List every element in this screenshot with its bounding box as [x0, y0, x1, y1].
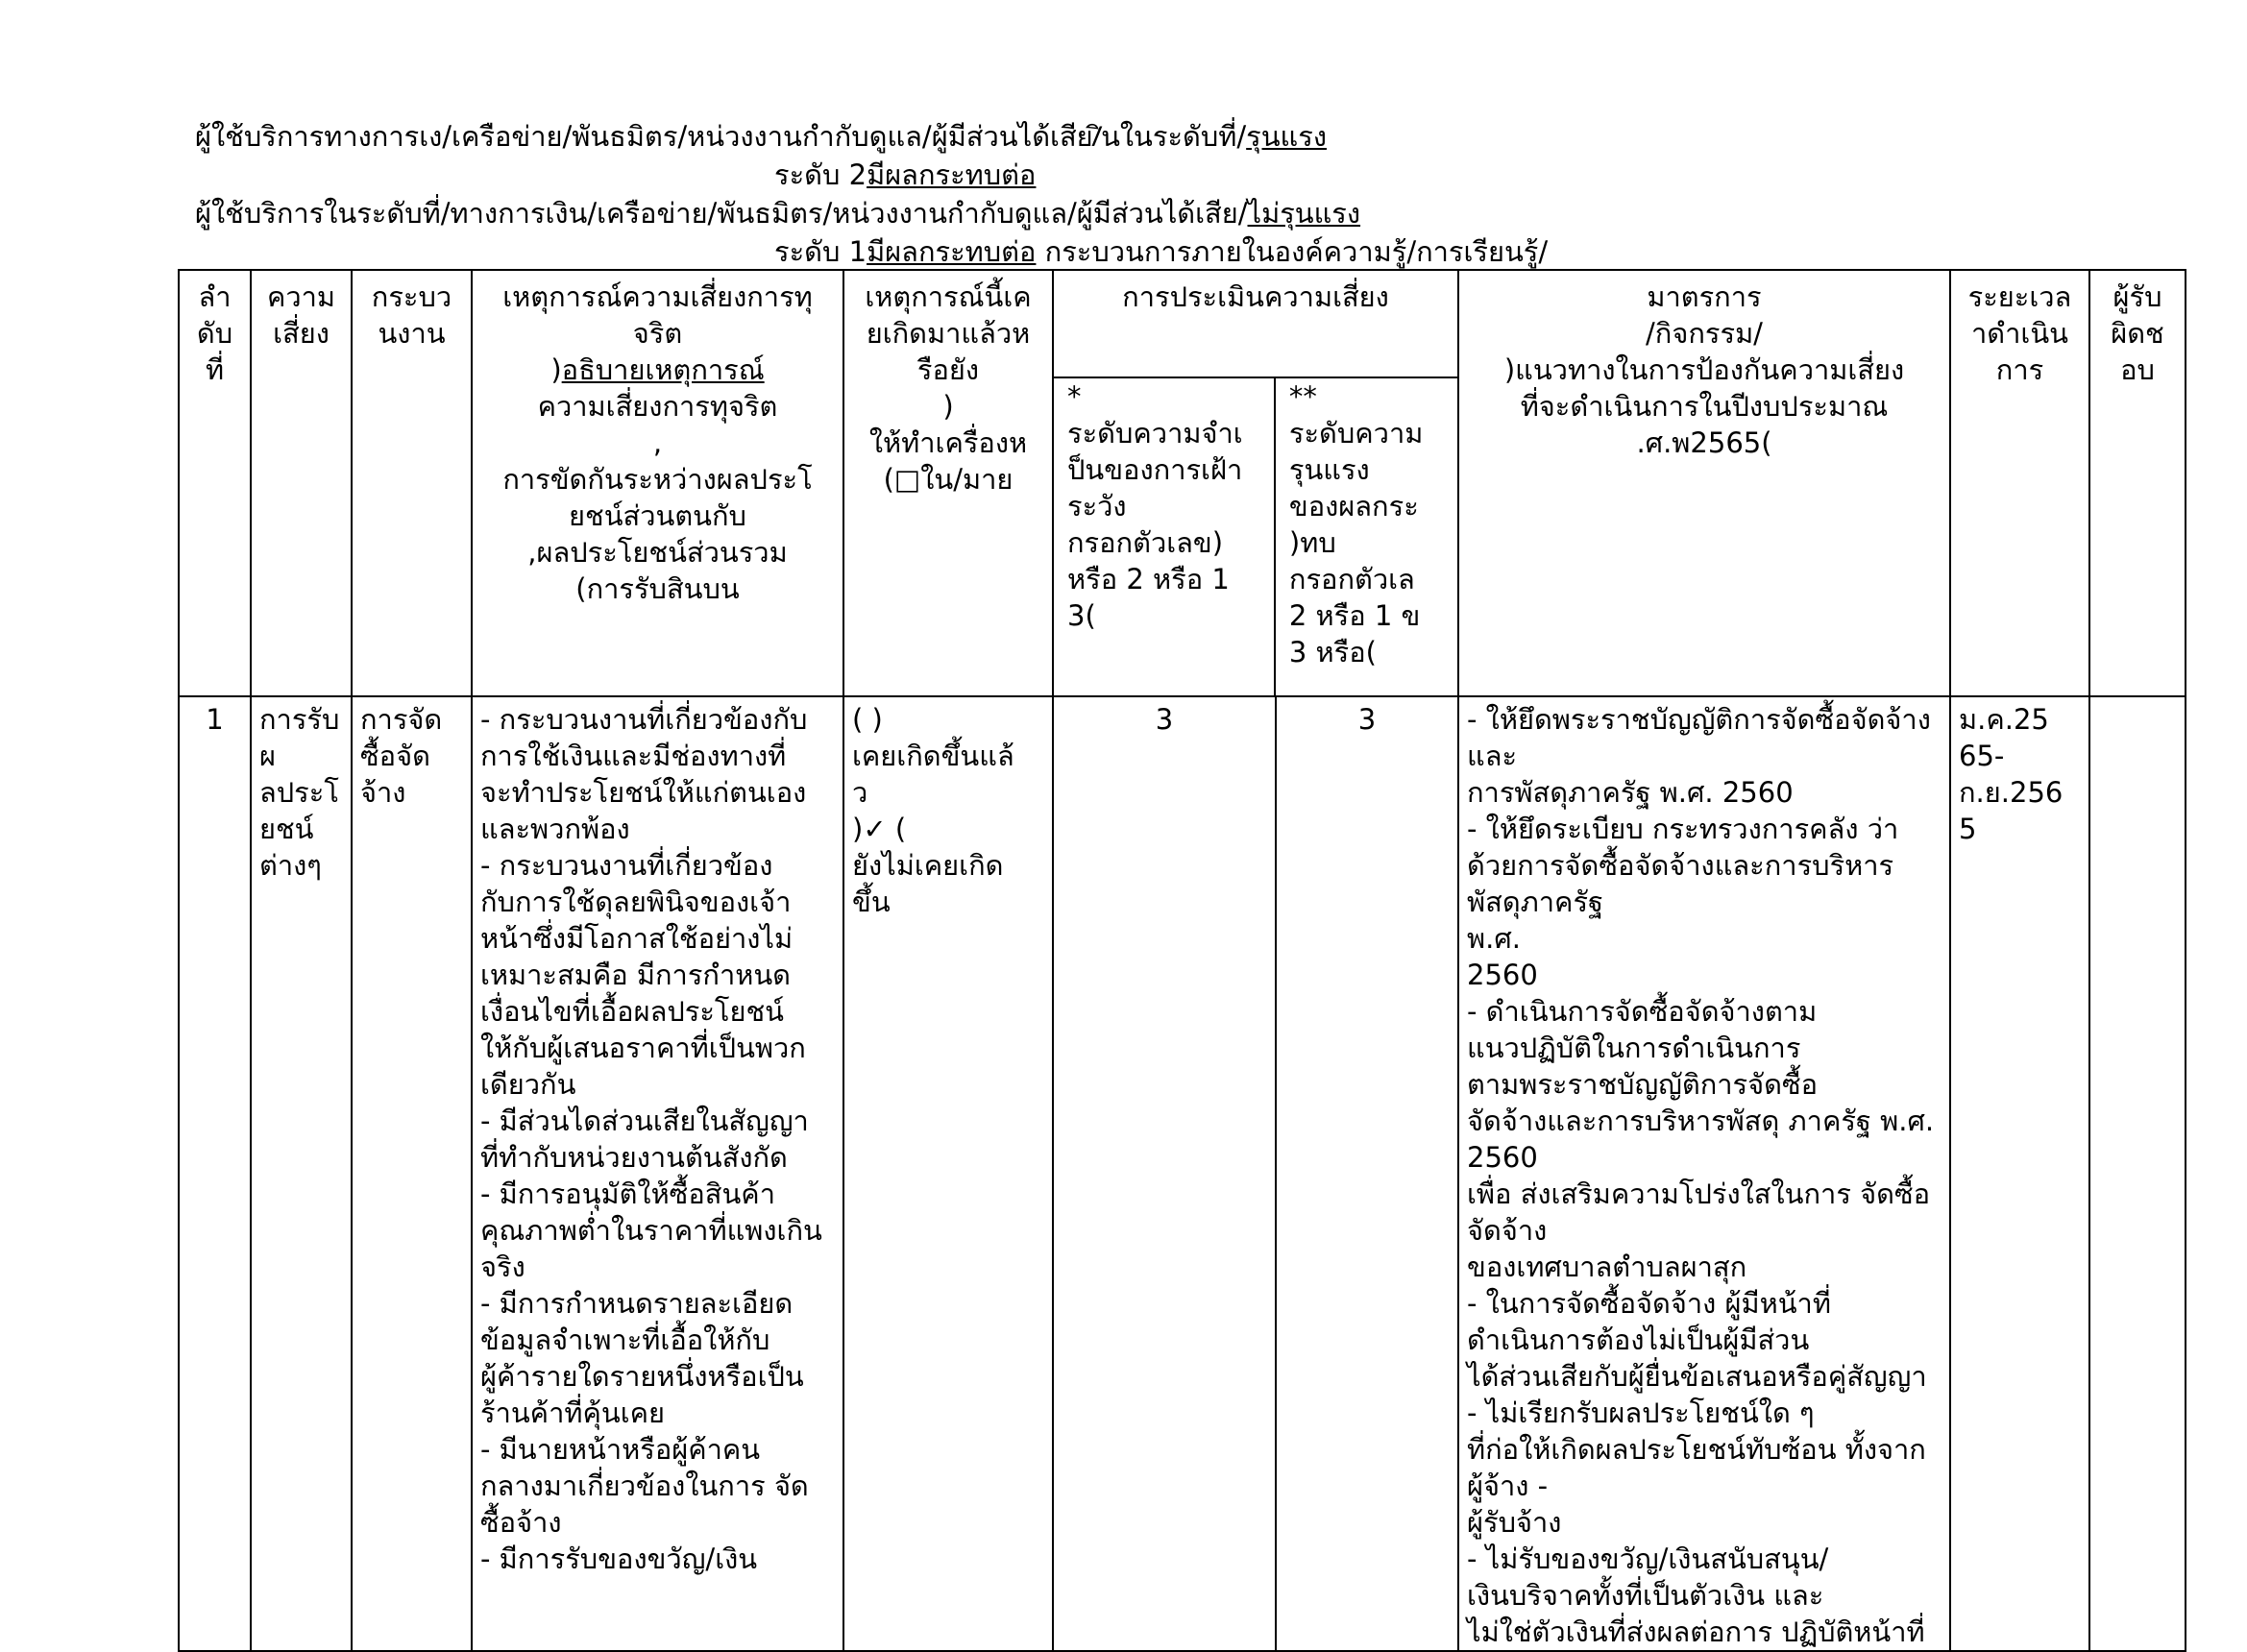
row-level: 3	[1053, 696, 1276, 1651]
col-assessment-header	[1053, 270, 1458, 696]
row-owner	[2089, 696, 2186, 1651]
header-line-4	[774, 234, 1548, 269]
col-event-header-line: การขัดกันระหว่างผลประโ	[502, 463, 813, 496]
header-line-3	[195, 196, 1360, 231]
col-occurred-header-line: เหตุการณ์นี้เค	[865, 280, 1032, 313]
col-measures-header-line: /กิจกรรม/	[1646, 317, 1763, 350]
row-measures-line: การพัสดุภาครัฐ พ.ศ. 2560	[1467, 776, 1794, 809]
row-event-line: ผู้ค้ารายใดรายหนึ่งหรือเป็น	[480, 1360, 804, 1393]
row-event	[472, 696, 843, 1651]
col-event-header-line: จริต	[632, 317, 683, 350]
col-measures-header-line: )แนวทางในการป้องกันความเสี่ยง	[1503, 353, 1905, 386]
col-assessment-title: การประเมินความเสี่ยง	[1054, 271, 1457, 378]
col-event-header-line: ความเสี่ยงการทุจริต	[537, 390, 778, 423]
row-measures-line: พ.ศ.	[1467, 922, 1521, 955]
row-measures-line: เงินบริจาคทั้งที่เป็นตัวเงิน และ	[1467, 1579, 1824, 1612]
header-line-2-text: ระดับ 2	[774, 158, 867, 191]
col-owner-header-line: อบ	[2120, 353, 2155, 386]
header-line-4-text: ระดับ 1	[774, 235, 867, 268]
col-process-header	[352, 270, 472, 696]
row-occurred-line: ว	[852, 776, 868, 809]
row-measures-line: ด้วยการจัดซื้อจัดจ้างและการบริหาร พัสดุภาครัฐ	[1467, 849, 1894, 918]
row-event-line: และพวกพ้อง	[480, 813, 630, 845]
row-period-line: ม.ค.25	[1959, 703, 2049, 736]
col-occurred-header-line: )	[942, 390, 954, 423]
col-event-header-line: เหตุการณ์ความเสี่ยงการทุ	[502, 280, 813, 313]
row-measures-line: 2560	[1467, 959, 1538, 991]
row-event-line: ให้กับผู้เสนอราคาที่เป็นพวกเดียวกัน	[480, 1032, 806, 1101]
col-level-header-line: 3(	[1067, 599, 1096, 632]
col-severity-header	[1276, 378, 1457, 695]
row-measures-line: จัดจ้างและการบริหารพัสดุ ภาครัฐ พ.ศ. 2560	[1467, 1105, 1935, 1174]
col-event-header-line: (การรับสินบน	[575, 572, 740, 605]
row-measures-line: - ให้ยึดระเบียบ กระทรวงการคลัง ว่า	[1467, 813, 1899, 845]
col-period-header-line: ระยะเวล	[1967, 280, 2072, 313]
row-event-line: กลางมาเกี่ยวข้องในการ จัดซื้อจ้าง	[480, 1470, 809, 1539]
col-assessment-sub	[1054, 378, 1457, 695]
row-event-line: - กระบวนงานที่เกี่ยวข้องกับ	[480, 703, 808, 736]
row-occurred-line: )✓ (	[852, 813, 907, 845]
row-event-line: ร้านค้าที่คุ้นเคย	[480, 1397, 666, 1429]
col-no-header-line: ดับ	[196, 317, 233, 350]
row-measures-line: ได้ส่วนเสียกับผู้ยื่นข้อเสนอหรือคู่สัญญา	[1467, 1360, 1927, 1393]
row-severity: 3	[1276, 696, 1458, 1651]
row-period-line: 5	[1959, 813, 1977, 845]
col-period-header-line: การ	[1995, 353, 2044, 386]
row-event-line: หน้าซึ่งมีโอกาสใช้อย่างไม่	[480, 922, 794, 955]
row-process	[352, 696, 472, 1651]
row-process-line: ซื้อจัด	[360, 740, 430, 772]
risk-table	[178, 269, 2186, 1652]
col-occurred-header-line: ยเกิดมาแล้วห	[866, 317, 1031, 350]
col-severity-header-line: กรอกตัวเล	[1288, 563, 1415, 595]
row-event-line: คุณภาพต่ำในราคาที่แพงเกินจริง	[480, 1214, 822, 1283]
row-measures-line: แนวปฏิบัติในการดำเนินการ	[1467, 1032, 1801, 1064]
row-event-line: เงื่อนไขที่เอื้อผลประโยชน์	[480, 995, 784, 1028]
header-line-1-underlined: รุนแรง	[1246, 120, 1327, 153]
row-occurred-line: เคยเกิดขึ้นแล้	[852, 740, 1014, 772]
row-risk-line: ต่างๆ	[259, 849, 322, 882]
table-row	[179, 696, 2186, 1651]
row-measures	[1458, 696, 1950, 1651]
row-occurred-line: ( )	[852, 703, 883, 736]
col-event-header	[472, 270, 843, 696]
row-measures-line: ของเทศบาลตำบลผาสุก	[1467, 1251, 1747, 1283]
col-event-header-line: ,ผลประโยชน์ส่วนรวม	[527, 536, 788, 569]
row-event-line: - มีนายหน้าหรือผู้ค้าคน	[480, 1433, 761, 1466]
row-event-line: - มีการกำหนดรายละเอียด	[480, 1287, 794, 1320]
col-occurred-header-line: (□ใน/มาย	[883, 463, 1014, 496]
col-severity-header-line: 2 หรือ 1 ข	[1288, 599, 1421, 632]
col-period-header	[1950, 270, 2089, 696]
col-level-header-line: ระวัง	[1067, 490, 1127, 522]
row-measures-line: - ดำเนินการจัดซื้อจัดจ้างตาม	[1467, 995, 1818, 1028]
col-measures-header-line: .ศ.พ2565(	[1636, 426, 1772, 459]
col-severity-header-line: )ทบ	[1288, 526, 1336, 559]
col-process-header-line: กระบว	[371, 280, 452, 313]
col-occurred-header	[843, 270, 1053, 696]
col-level-header-line: กรอกตัวเลข)	[1067, 526, 1224, 559]
row-measures-line: - ในการจัดซื้อจัดจ้าง ผู้มีหน้าที่	[1467, 1287, 1831, 1320]
col-occurred-header-line: รือยัง	[916, 353, 980, 386]
row-period-line: 65-	[1959, 740, 2005, 772]
col-level-header	[1054, 378, 1276, 695]
col-risk-header-line: ความ	[266, 280, 336, 313]
row-risk-line: การรับผ	[259, 703, 340, 772]
col-severity-header-line: ระดับความ	[1288, 417, 1424, 449]
row-measures-line: ตามพระราชบัญญัติการจัดซื้อ	[1467, 1068, 1819, 1101]
col-no-header	[179, 270, 251, 696]
row-measures-line: - ไม่รับของขวัญ/เงินสนับสนุน/	[1467, 1543, 1829, 1575]
row-event-line: - มีการรับของขวัญ/เงิน	[480, 1543, 758, 1575]
table-header-row	[179, 270, 2186, 696]
col-level-header-line: *	[1067, 380, 1082, 413]
col-level-header-line: ระดับความจำเ	[1067, 417, 1243, 449]
row-process-line: จ้าง	[360, 776, 406, 809]
header-line-2	[774, 158, 1036, 192]
col-owner-header-line: ผิดช	[2111, 317, 2164, 350]
col-severity-header-line: 3 หรือ(	[1288, 636, 1377, 668]
row-event-line: ที่ทำกับหน่วยงานต้นสังกัด	[480, 1141, 788, 1174]
col-no-header-line: ลำ	[198, 280, 232, 313]
col-occurred-header-line: ให้ทำเครื่องห	[868, 426, 1028, 459]
row-measures-line: เพื่อ ส่งเสริมความโปร่งใสในการ จัดซื้อจัดจ้าง	[1467, 1178, 1931, 1247]
col-measures-header	[1458, 270, 1950, 696]
row-risk	[251, 696, 352, 1651]
col-measures-header-line: มาตรการ	[1647, 280, 1762, 313]
col-severity-header-line: รุนแรง	[1288, 453, 1370, 486]
col-event-header-underlined: อธิบายเหตุการณ์	[561, 353, 765, 386]
col-risk-header	[251, 270, 352, 696]
col-period-header-line: าดำเนิน	[1971, 317, 2068, 350]
row-measures-line: - ไม่เรียกรับผลประโยชน์ใด ๆ	[1467, 1397, 1815, 1429]
row-period	[1950, 696, 2089, 1651]
row-measures-line: ดำเนินการต้องไม่เป็นผู้มีส่วน	[1467, 1324, 1810, 1356]
col-risk-header-line: เสี่ยง	[273, 317, 330, 350]
header-line-3-underlined: ไม่รุนแรง	[1247, 197, 1361, 230]
col-owner-header	[2089, 270, 2186, 696]
row-measures-line: ไม่ใช่ตัวเงินที่ส่งผลต่อการ ปฏิบัติหน้าที่	[1467, 1616, 1925, 1648]
row-measures-line: ผู้รับจ้าง	[1467, 1506, 1562, 1539]
header-line-4-underlined: มีผลกระทบต่อ	[867, 235, 1037, 268]
row-event-line: ข้อมูลจำเพาะที่เอื้อให้กับ	[480, 1324, 770, 1356]
row-measures-line: - ให้ยึดพระราชบัญญัติการจัดซื้อจัดจ้างและ	[1467, 703, 1931, 772]
col-process-header-line: นงาน	[378, 317, 446, 350]
col-event-header-line: )อธิบายเหตุการณ์	[550, 353, 765, 386]
col-level-header-line: ป็นของการเฝ้า	[1067, 453, 1243, 486]
row-measures-line: ที่ก่อให้เกิดผลประโยชน์ทับซ้อน ทั้งจากผู้จ้าง -	[1467, 1433, 1926, 1502]
col-level-header-line: หรือ 2 หรือ 1	[1067, 563, 1230, 595]
row-occurred	[843, 696, 1053, 1651]
row-occurred-line: ยังไม่เคยเกิด	[852, 849, 1004, 882]
header-line-3-text: ผู้ใช้บริการในระดับที่/ทางการเงิน/เครือข่าย/พันธมิตร/หน่วงงานกำกับดูแล/ผู้มีส่วนได้เสีย/	[195, 197, 1248, 230]
header-line-2-underlined: มีผลกระทบต่อ	[867, 158, 1037, 191]
row-event-line: กับการใช้ดุลยพินิจของเจ้า	[480, 886, 792, 918]
col-severity-header-line: ของผลกระ	[1288, 490, 1419, 522]
row-event-line: - มีส่วนไดส่วนเสียในสัญญา	[480, 1105, 809, 1137]
col-event-header-line: ยชน์ส่วนตนกับ	[569, 499, 746, 532]
header-line-1	[195, 119, 1327, 154]
row-risk-line: ลประโ	[259, 776, 339, 809]
header-line-4-suffix: กระบวนการภายในองค์ความรู้/การเรียนรู้/	[1036, 235, 1549, 268]
row-event-line: การใช้เงินและมีช่องทางที่	[480, 740, 787, 772]
col-event-header-line: ,	[652, 426, 663, 459]
row-event-line: จะทำประโยชน์ให้แก่ตนเอง	[480, 776, 807, 809]
row-risk-line: ยชน์	[259, 813, 314, 845]
row-period-line: ก.ย.256	[1959, 776, 2064, 809]
col-measures-header-line: ที่จะดำเนินการในปีงบประมาณ	[1520, 390, 1889, 423]
row-event-line: เหมาะสมคือ มีการกำหนด	[480, 959, 792, 991]
col-severity-header-line: **	[1288, 380, 1317, 413]
row-no: 1	[179, 696, 251, 1651]
col-no-header-line: ที่	[205, 353, 225, 386]
row-event-line: - มีการอนุมัติให้ซื้อสินค้า	[480, 1178, 775, 1210]
header-line-1-text: ผู้ใช้บริการทางการเง/เครือข่าย/พันธมิตร/หน่วงงานกำกับดูแล/ผู้มีส่วนได้เสีย/ินในระดับที่/	[195, 120, 1247, 153]
row-event-line: - กระบวนงานที่เกี่ยวข้อง	[480, 849, 773, 882]
col-owner-header-line: ผู้รับ	[2113, 280, 2162, 313]
row-occurred-line: ขึ้น	[852, 886, 891, 918]
row-process-line: การจัด	[360, 703, 443, 736]
